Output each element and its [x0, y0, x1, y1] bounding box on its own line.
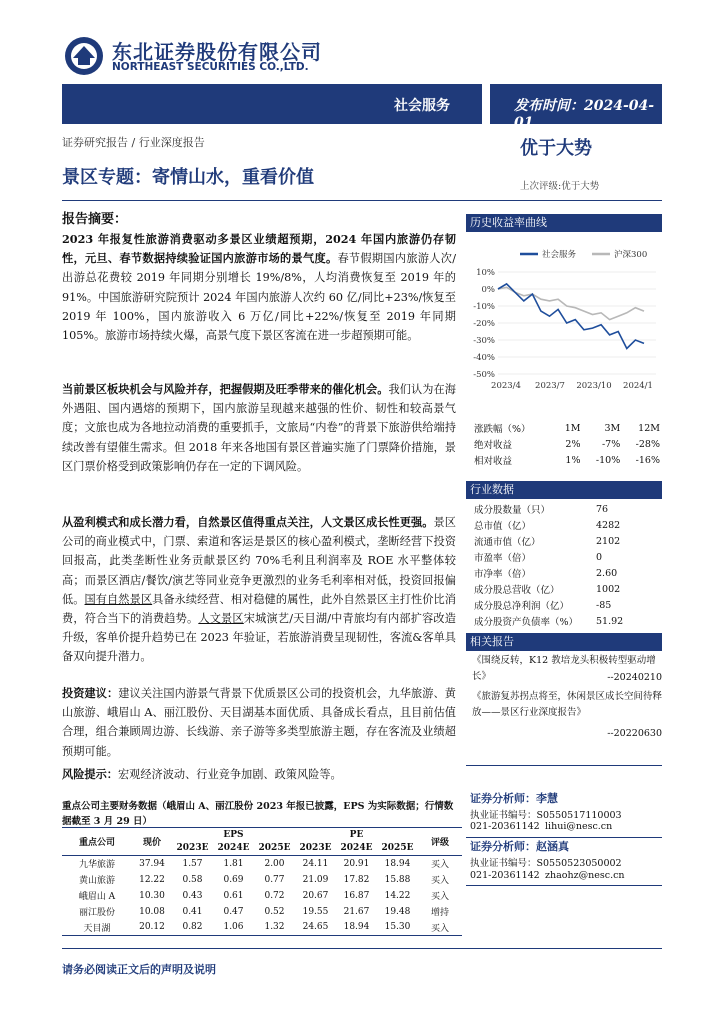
publish-date: 发布时间：2024-04-01 — [514, 98, 655, 131]
perf-header-cell: 3M — [604, 422, 621, 434]
company-name-cn: 东北证券股份有限公司 — [112, 40, 322, 64]
valuation-cell: 18.94 — [343, 922, 370, 933]
related-report-2-date: --20220630 — [607, 728, 662, 739]
header-banner — [62, 84, 662, 131]
valuation-cell: 19.48 — [384, 906, 411, 917]
summary-paragraph-2 — [62, 380, 456, 476]
perf-cell: -7% — [601, 438, 621, 450]
industry-row — [474, 566, 660, 580]
valuation-cell: 18.94 — [384, 858, 411, 869]
banner-divider — [482, 84, 490, 124]
valuation-cell: 24.11 — [302, 858, 329, 869]
industry-label: 成分股数量（只） — [474, 505, 551, 516]
p1-body: 春节假期国内旅游人次/出游总花费较 2019 年同期分别增长 19%/8%，人均消费恢复至 2019 年的 91%。中国旅游研究院预计 2024 年国内旅游人次约 60 亿/同比+23%/恢复至 2019 年 100%，国内旅游收入 6 万亿/同比+22%/恢复至 2019 年同期 105%。旅游市场持续火爆，高景气度下景区客流在进一步超预期可能。 — [62, 252, 456, 343]
return-chart — [466, 236, 662, 396]
valuation-cell: 15.88 — [384, 874, 411, 885]
valuation-cell: 0.61 — [223, 890, 244, 901]
company-name: 丽江股份 — [78, 908, 115, 918]
analyst-1-cert: 执业证书编号：S0550517110003 — [470, 810, 622, 821]
title-divider — [62, 200, 662, 201]
company-name: 九华旅游 — [78, 860, 115, 871]
year-header: 2025E — [258, 843, 291, 854]
industry-data-table — [472, 500, 662, 630]
valuation-cell: 1.06 — [223, 922, 244, 933]
valuation-table-caption: 重点公司主要财务数据（峨眉山 A、丽江股份 2023 年报已披露，EPS 为实际数据；行情数据截至 3 月 29 日） — [62, 801, 454, 827]
valuation-cell: 0.52 — [264, 906, 285, 917]
industry-label: 总市值（亿） — [474, 521, 532, 532]
company-name: 峨眉山 A — [78, 892, 116, 902]
valuation-cell: 0.72 — [264, 890, 285, 901]
related-report-2[interactable]: 《旅游复苏拐点将至，休闲景区成长空间待释放——景区行业深度报告》 — [472, 691, 663, 718]
valuation-cell: 买入 — [430, 923, 449, 934]
summary-heading: 报告摘要： — [62, 212, 128, 227]
valuation-cell: 买入 — [430, 892, 449, 902]
analyst-2-cert: 执业证书编号：S0550523050002 — [470, 858, 622, 869]
p5-body: 宏观经济波动、行业竞争加剧、政策风险等。 — [117, 768, 342, 781]
valuation-cell: 12.22 — [139, 874, 165, 885]
industry-value: 1002 — [596, 583, 621, 595]
x-tick-label: 2023/4 — [491, 381, 521, 391]
industry-label: 成分股总营收（亿） — [474, 585, 560, 596]
y-tick-label: 10% — [476, 268, 495, 278]
industry-row — [474, 550, 660, 564]
y-tick-label: -10% — [473, 302, 495, 312]
valuation-cell: 0.43 — [182, 890, 203, 901]
x-tick-label: 2023/7 — [535, 381, 565, 391]
col-pe: PE — [349, 829, 364, 840]
valuation-cell: 15.30 — [384, 922, 411, 933]
p1-lead: 2023 年报复性旅游消费驱动多景区业绩超预期，2024 年国内旅游仍存韧性，元旦、春节数据持续验证国内旅游市场的景气度。 — [62, 232, 456, 266]
related-report-1-date: --20240210 — [607, 672, 662, 683]
perf-row — [474, 437, 660, 451]
company-logo — [64, 36, 104, 76]
perf-header-cell: 12M — [638, 422, 660, 434]
valuation-cell: 0.58 — [182, 874, 203, 885]
report-title: 景区专题：寄情山水，重看价值 — [62, 167, 314, 188]
valuation-row — [62, 920, 462, 936]
legend-label: 社会服务 — [542, 250, 577, 260]
industry-data-heading: 行业数据 — [466, 481, 662, 499]
col-price: 现价 — [142, 838, 161, 848]
perf-cell: -28% — [635, 438, 660, 450]
industry-row — [474, 502, 660, 516]
industry-value: 2.60 — [596, 567, 618, 579]
valuation-cell: 0.69 — [223, 874, 244, 885]
industry-row — [474, 534, 660, 548]
p3-body-1: 景区公司的商业模式中，门票、索道和客运是景区的核心盈利模式，垄断经营下投资回报高，此类垄断性业务贡献景区约 70%毛利且利润率及 ROE 水平整体较高；而景区酒店/餐饮/演艺等同业竞争更激烈的业务毛利率相对低，投资回报偏低。 — [62, 516, 456, 606]
summary-paragraph-1 — [62, 230, 456, 345]
p4-body: 建议关注国内游景气背景下优质景区公司的投资机会，九华旅游、黄山旅游、峨眉山 A、丽江股份、天目湖基本面优质、具备成长看点，且目前估值合理，组合兼顾周边游、长线游、亲子游等多类型旅游主题，存在客流及业绩超预期可能。 — [62, 687, 456, 758]
breadcrumb: 证券研究报告 / 行业深度报告 — [62, 136, 205, 149]
chart-section-heading: 历史收益率曲线 — [466, 214, 662, 232]
analyst-2-phone: 021-20361142 — [470, 870, 540, 881]
industry-label: 流通市值（亿） — [474, 537, 541, 548]
industry-row — [474, 518, 660, 532]
company-name: 天目湖 — [83, 923, 111, 934]
footer-divider — [62, 948, 662, 949]
valuation-cell: 10.08 — [139, 906, 165, 917]
industry-value: 51.92 — [596, 615, 624, 627]
industry-row — [474, 598, 660, 612]
valuation-cell: 0.82 — [182, 922, 203, 933]
col-eps: EPS — [223, 829, 244, 840]
series-line-csi300 — [498, 287, 644, 319]
valuation-cell: 17.82 — [343, 874, 370, 885]
year-header: 2024E — [340, 843, 373, 854]
previous-rating: 上次评级:优于大势 — [520, 181, 600, 192]
company-name-en: NORTHEAST SECURITIES CO.,LTD. — [112, 61, 309, 73]
industry-row — [474, 614, 660, 628]
related-reports-heading: 相关报告 — [466, 633, 662, 651]
summary-paragraph-5 — [62, 765, 456, 784]
valuation-cell: 0.41 — [182, 906, 203, 917]
company-name: 黄山旅游 — [78, 876, 115, 886]
analyst-divider-top — [466, 765, 662, 766]
analyst-divider-bottom — [466, 885, 662, 886]
p2-body: 我们认为在海外遇阻、国内遇熔的预期下，国内旅游呈现越来越强的性价、韧性和较高景气度；文旅也成为各地拉动消费的重要抓手，文旅局“内卷”的背景下旅游供给端持续改善有望催生需求。但 2018 年来各地国有景区普遍实施了门票降价措施，景区门票价格受到政策影响仍存在一定的下调风险。 — [62, 383, 456, 473]
legend-label: 沪深300 — [614, 250, 648, 260]
p3-body-2: 具备永续经营、相对稳健的属性，此外自然景区主打性价比消费，符合当下的消费趋势。 — [62, 592, 456, 626]
y-tick-label: -20% — [473, 319, 495, 329]
valuation-cell: 0.47 — [223, 906, 244, 917]
valuation-cell: 20.67 — [302, 890, 329, 901]
valuation-cell: 16.87 — [343, 890, 370, 901]
analyst-2-email[interactable]: zhaohz@nesc.cn — [545, 870, 625, 881]
col-company: 重点公司 — [78, 838, 115, 848]
y-tick-label: -30% — [473, 336, 495, 346]
perf-cell: -10% — [595, 454, 621, 466]
p5-lead: 风险提示： — [62, 767, 118, 781]
col-rating: 评级 — [430, 838, 449, 848]
perf-cell: -16% — [635, 454, 660, 466]
x-tick-label: 2023/10 — [576, 381, 612, 391]
perf-cell: 相对收益 — [474, 456, 513, 467]
year-header: 2023E — [176, 843, 209, 854]
year-header: 2023E — [299, 843, 332, 854]
valuation-row — [62, 856, 462, 872]
industry-value: 2102 — [596, 535, 621, 547]
valuation-cell: 19.55 — [302, 906, 329, 917]
valuation-row — [62, 872, 462, 888]
valuation-cell: 20.12 — [139, 922, 165, 933]
perf-header-cell: 1M — [564, 422, 581, 434]
valuation-cell: 2.00 — [264, 858, 285, 869]
perf-header-row — [474, 421, 660, 435]
valuation-table — [62, 827, 462, 936]
sector-label: 社会服务 — [394, 98, 450, 114]
valuation-cell: 0.77 — [264, 874, 285, 885]
y-tick-label: -40% — [473, 353, 495, 363]
p3-body-3: 宋城演艺/天目湖/中青旅均有内部扩容改造升级，客单价提升趋势已在 2023 年验证，若旅游消费呈现韧性，客流&客单具备双向提升潜力。 — [62, 612, 456, 664]
valuation-cell: 20.91 — [343, 858, 370, 869]
perf-header-cell: 涨跌幅（%） — [474, 424, 531, 435]
valuation-row — [62, 904, 462, 920]
footer-disclaimer: 请务必阅读正文后的声明及说明 — [62, 963, 216, 976]
valuation-cell: 21.09 — [302, 874, 329, 885]
industry-value: -85 — [596, 599, 612, 611]
analyst-2-name: 证券分析师：赵涵真 — [470, 840, 569, 853]
p3-highlight-nature: 国有自然景区 — [84, 592, 153, 606]
y-tick-label: -50% — [473, 370, 495, 380]
valuation-cell: 买入 — [430, 876, 449, 886]
valuation-row — [62, 888, 462, 904]
valuation-cell: 37.94 — [139, 858, 165, 869]
valuation-cell: 增持 — [430, 908, 449, 918]
analyst-1-phone: 021-20361142 — [470, 821, 540, 832]
valuation-cell: 14.22 — [384, 890, 411, 901]
industry-label: 市盈率（倍） — [474, 553, 532, 564]
p4-lead: 投资建议： — [62, 686, 119, 700]
y-tick-label: 0% — [481, 285, 495, 295]
perf-cell: 1% — [565, 454, 581, 466]
industry-label: 市净率（倍） — [474, 569, 532, 580]
perf-cell: 2% — [565, 438, 581, 450]
perf-row — [474, 453, 660, 467]
valuation-cell: 24.65 — [302, 922, 329, 933]
related-report-1[interactable]: 《围绕反转，K12 教培龙头积极转型驱动增长》 — [472, 655, 656, 682]
rating: 优于大势 — [520, 138, 592, 159]
industry-value: 4282 — [596, 519, 621, 531]
industry-value: 76 — [596, 503, 609, 515]
valuation-cell: 1.32 — [264, 922, 285, 933]
x-tick-label: 2024/1 — [623, 381, 653, 391]
summary-paragraph-4 — [62, 684, 456, 761]
analyst-1-name: 证券分析师：李慧 — [470, 792, 558, 805]
valuation-cell: 10.30 — [139, 890, 165, 901]
industry-label: 成分股资产负债率（%） — [474, 617, 579, 628]
summary-paragraph-3 — [62, 513, 456, 667]
valuation-cell: 买入 — [430, 860, 449, 871]
year-header: 2025E — [381, 843, 414, 854]
valuation-cell: 21.67 — [343, 906, 370, 917]
analyst-1-email[interactable]: lihui@nesc.cn — [545, 821, 613, 832]
p3-highlight-culture: 人文景区 — [198, 612, 244, 626]
industry-label: 成分股总净利润（亿） — [474, 601, 570, 612]
valuation-cell: 1.57 — [182, 858, 203, 869]
valuation-cell: 1.81 — [223, 858, 244, 869]
perf-cell: 绝对收益 — [474, 440, 513, 451]
p3-lead: 从盈利模式和成长潜力看，自然景区值得重点关注，人文景区成长性更强。 — [62, 515, 434, 529]
performance-table — [472, 419, 662, 469]
industry-row — [474, 582, 660, 596]
p2-lead: 当前景区板块机会与风险并存，把握假期及旺季带来的催化机会。 — [62, 382, 389, 396]
year-header: 2024E — [217, 843, 250, 854]
industry-value: 0 — [596, 551, 603, 563]
